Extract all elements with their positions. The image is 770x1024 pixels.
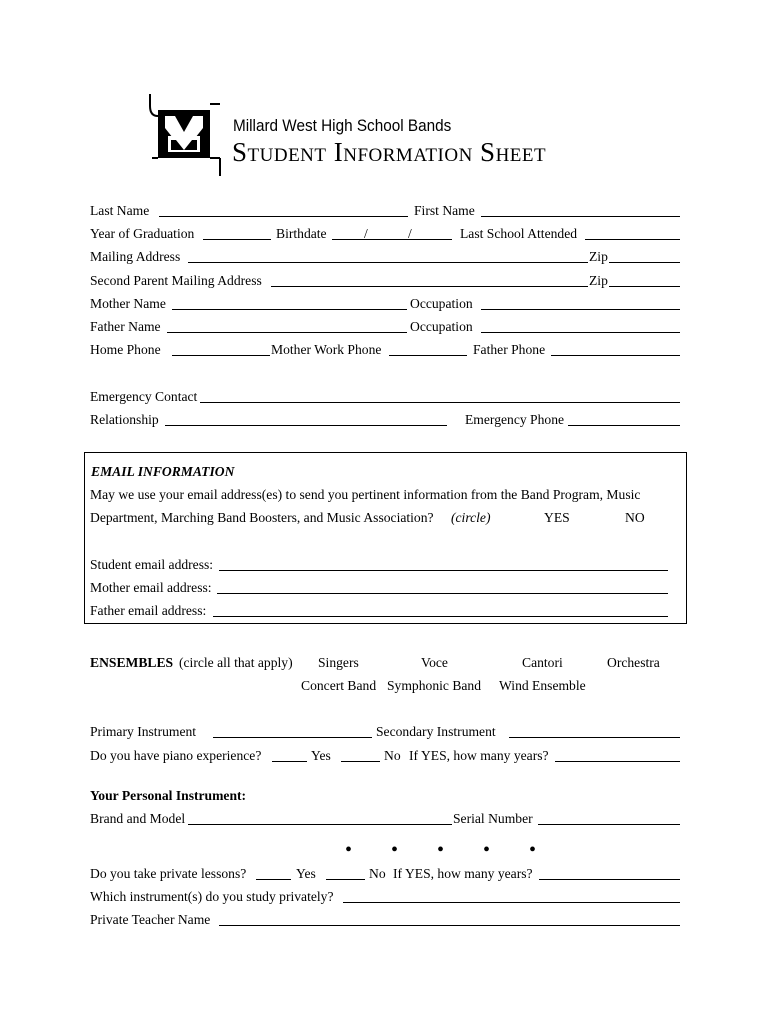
last-school-field[interactable]	[585, 239, 680, 240]
private-lessons-label: Do you take private lessons?	[90, 866, 247, 881]
mother-name-field[interactable]	[172, 309, 407, 310]
piano-no-label: No	[384, 748, 401, 763]
private-no-label: No	[369, 866, 386, 881]
mother-name-label: Mother Name	[90, 296, 166, 311]
emergency-phone-label: Emergency Phone	[465, 412, 565, 427]
school-logo	[148, 92, 222, 178]
serial-number-label: Serial Number	[453, 811, 533, 826]
emergency-contact-field[interactable]	[200, 402, 680, 403]
mother-work-phone-field[interactable]	[389, 355, 467, 356]
emergency-phone-field[interactable]	[568, 425, 680, 426]
private-yes-label: Yes	[296, 866, 316, 881]
primary-instrument-label: Primary Instrument	[90, 724, 197, 739]
primary-instrument-field[interactable]	[213, 737, 372, 738]
student-email-field[interactable]	[219, 570, 668, 571]
first-name-label: First Name	[414, 203, 475, 218]
home-phone-label: Home Phone	[90, 342, 161, 357]
birthdate-separator: /	[364, 226, 368, 241]
ensemble-wind-ensemble[interactable]: Wind Ensemble	[499, 678, 586, 693]
section-divider-dots: • • • • •	[345, 839, 554, 861]
father-occupation-label: Occupation	[410, 319, 473, 334]
private-instrument-label: Which instrument(s) do you study privately?	[90, 889, 334, 904]
year-graduation-label: Year of Graduation	[90, 226, 195, 241]
father-phone-field[interactable]	[551, 355, 680, 356]
private-years-field[interactable]	[539, 879, 680, 880]
personal-instrument-heading: Your Personal Instrument:	[90, 788, 247, 803]
ensemble-symphonic-band[interactable]: Symphonic Band	[387, 678, 482, 693]
birthdate-separator: /	[408, 226, 412, 241]
email-heading: EMAIL INFORMATION	[91, 464, 235, 479]
private-teacher-label: Private Teacher Name	[90, 912, 211, 927]
father-phone-label: Father Phone	[473, 342, 546, 357]
zip-label: Zip	[589, 249, 608, 264]
mother-occupation-field[interactable]	[481, 309, 680, 310]
father-name-label: Father Name	[90, 319, 161, 334]
piano-years-field[interactable]	[555, 761, 680, 762]
piano-experience-label: Do you have piano experience?	[90, 748, 262, 763]
father-email-field[interactable]	[213, 616, 668, 617]
ensembles-note: (circle all that apply)	[179, 655, 293, 670]
father-name-field[interactable]	[167, 332, 407, 333]
first-name-field[interactable]	[481, 216, 680, 217]
email-no-option[interactable]: NO	[625, 510, 645, 525]
father-email-label: Father email address:	[90, 603, 207, 618]
last-school-label: Last School Attended	[460, 226, 578, 241]
brand-model-field[interactable]	[188, 824, 452, 825]
birthdate-label: Birthdate	[276, 226, 327, 241]
last-name-label: Last Name	[90, 203, 150, 218]
private-instrument-field[interactable]	[343, 902, 680, 903]
mailing-address-label: Mailing Address	[90, 249, 181, 264]
ensemble-singers[interactable]: Singers	[318, 655, 359, 670]
mother-work-phone-label: Mother Work Phone	[271, 342, 382, 357]
circle-note: (circle)	[451, 510, 491, 525]
year-graduation-field[interactable]	[203, 239, 271, 240]
mother-email-field[interactable]	[217, 593, 668, 594]
secondary-instrument-label: Secondary Instrument	[376, 724, 496, 739]
ensemble-voce[interactable]: Voce	[421, 655, 448, 670]
email-question-line2: Department, Marching Band Boosters, and Music Association?	[90, 510, 434, 525]
ensemble-cantori[interactable]: Cantori	[522, 655, 563, 670]
birthdate-field[interactable]	[332, 239, 452, 240]
ensembles-heading: ENSEMBLES	[90, 655, 174, 670]
private-teacher-field[interactable]	[219, 925, 680, 926]
home-phone-field[interactable]	[172, 355, 270, 356]
brand-model-label: Brand and Model	[90, 811, 186, 826]
second-parent-address-label: Second Parent Mailing Address	[90, 273, 262, 288]
last-name-field[interactable]	[159, 216, 408, 217]
private-years-label: If YES, how many years?	[393, 866, 533, 881]
relationship-label: Relationship	[90, 412, 159, 427]
student-email-label: Student email address:	[90, 557, 214, 572]
emergency-contact-label: Emergency Contact	[90, 389, 198, 404]
email-question-line1: May we use your email address(es) to send you pertinent information from the Band Program, Music	[90, 487, 641, 502]
email-yes-option[interactable]: YES	[544, 510, 570, 525]
mother-occupation-label: Occupation	[410, 296, 473, 311]
ensemble-orchestra[interactable]: Orchestra	[607, 655, 660, 670]
private-no-blank[interactable]	[326, 879, 365, 880]
father-occupation-field[interactable]	[481, 332, 680, 333]
school-name: Millard West High School Bands	[233, 116, 452, 135]
serial-number-field[interactable]	[538, 824, 680, 825]
piano-years-label: If YES, how many years?	[409, 748, 549, 763]
ensemble-concert-band[interactable]: Concert Band	[301, 678, 377, 693]
mother-email-label: Mother email address:	[90, 580, 212, 595]
piano-no-blank[interactable]	[341, 761, 380, 762]
zip-label: Zip	[589, 273, 608, 288]
relationship-field[interactable]	[165, 425, 447, 426]
private-yes-blank[interactable]	[256, 879, 291, 880]
piano-yes-label: Yes	[311, 748, 331, 763]
piano-yes-blank[interactable]	[272, 761, 307, 762]
second-parent-address-field[interactable]	[271, 286, 680, 287]
page-title: Student Information Sheet	[232, 137, 547, 167]
secondary-instrument-field[interactable]	[509, 737, 680, 738]
